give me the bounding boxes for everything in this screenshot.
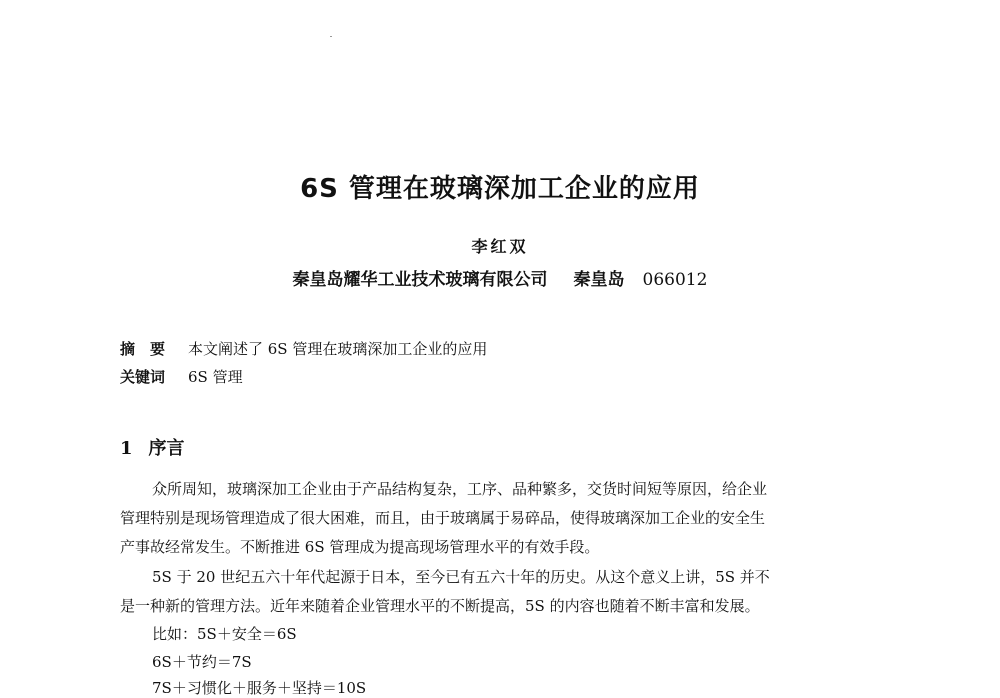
affiliation-postcode: 066012	[642, 270, 708, 290]
paper-title: 6S 管理在玻璃深加工企业的应用	[300, 174, 700, 204]
affiliation-org: 秦皇岛耀华工业技术玻璃有限公司	[292, 270, 548, 290]
body-text-line: 比如：5S＋安全＝6S	[152, 625, 297, 643]
keywords-line	[120, 366, 243, 387]
section-title: 序言	[148, 438, 185, 459]
body-text-line: 管理特别是现场管理造成了很大困难，而且，由于玻璃属于易碎品，使得玻璃深加工企业的安全生	[120, 509, 766, 527]
author-affiliation	[0, 265, 1000, 290]
body-text-line: 产事故经常发生。不断推进 6S 管理成为提高现场管理水平的有效手段。	[120, 538, 600, 556]
author-name: 李红双	[471, 237, 529, 256]
section-heading	[120, 434, 185, 460]
body-text-line: 5S 于 20 世纪五六十年代起源于日本，至今已有五六十年的历史。从这个意义上讲，5S 并不	[152, 568, 770, 586]
abstract-line	[120, 338, 487, 359]
body-text-line: 众所周知，玻璃深加工企业由于产品结构复杂，工序、品种繁多，交货时间短等原因，给企业	[152, 480, 768, 498]
keywords-label: 关键词	[120, 368, 166, 386]
body-text-line: 6S＋节约＝7S	[152, 653, 252, 671]
affiliation-city: 秦皇岛	[573, 270, 625, 290]
body-text-line: 是一种新的管理方法。近年来随着企业管理水平的不断提高，5S 的内容也随着不断丰富和发展。	[120, 597, 760, 615]
abstract-text: 本文阐述了 6S 管理在玻璃深加工企业的应用	[188, 340, 488, 358]
abstract-label: 摘 要	[120, 340, 166, 358]
section-number: 1	[120, 438, 133, 459]
scan-speck	[330, 36, 332, 37]
body-text-line: 7S＋习惯化＋服务＋坚持＝10S	[152, 679, 367, 697]
keywords-text: 6S 管理	[188, 368, 243, 386]
